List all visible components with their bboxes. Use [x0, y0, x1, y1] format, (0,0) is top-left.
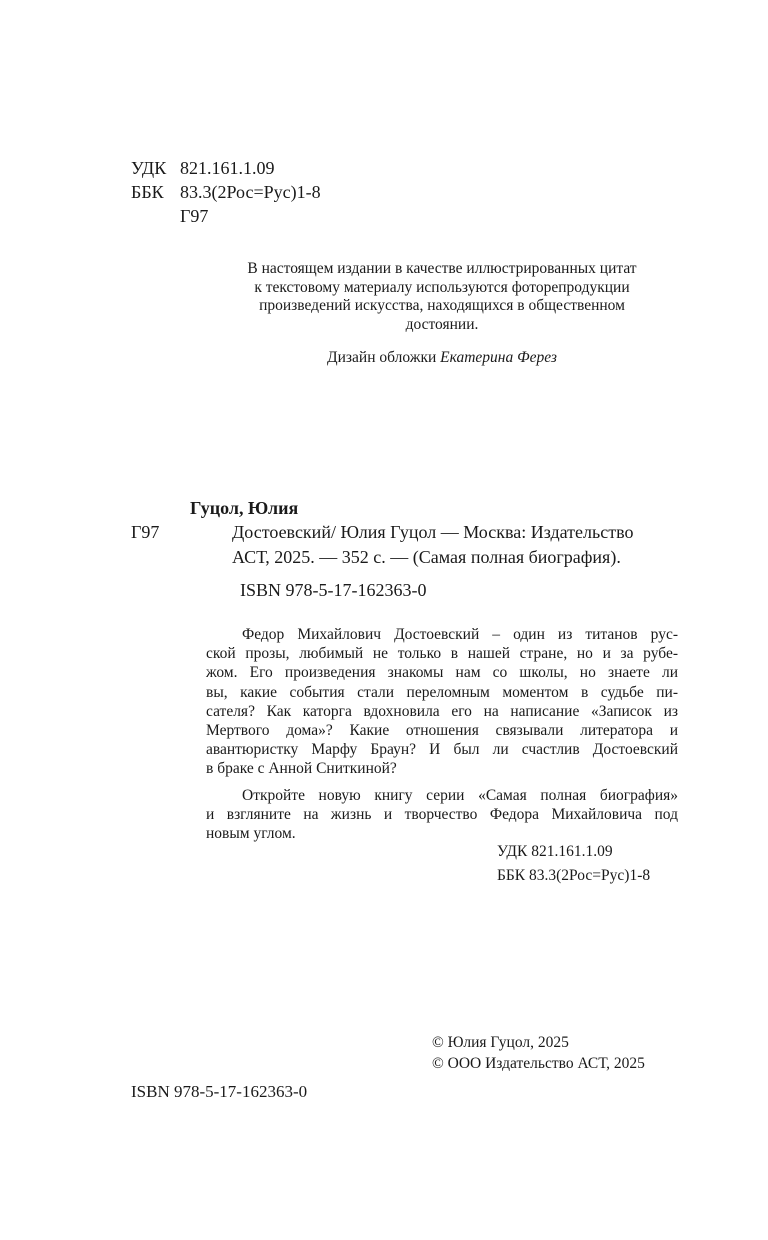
- record-line: АСТ, 2025. — 352 с. — (Самая полная биография).: [232, 547, 621, 567]
- bbk-repeat: ББК 83.3(2Рос=Рус)1-8: [497, 867, 651, 884]
- annotation-line: ской прозы, любимый не только в нашей стране, но и за рубе-: [206, 645, 678, 663]
- annotation-line: авантюристку Марфу Браун? И был ли счастлив Достоевский: [206, 741, 678, 759]
- record-isbn: ISBN 978-5-17-162363-0: [240, 580, 427, 600]
- cover-designer-name: Екатерина Ферез: [440, 349, 557, 366]
- note-line: произведений искусства, находящихся в общественном: [259, 297, 625, 314]
- footer-isbn: ISBN 978-5-17-162363-0: [131, 1082, 308, 1101]
- bbk-value: 83.3(2Рос=Рус)1-8: [180, 182, 321, 202]
- record-author: Гуцол, Юлия: [190, 498, 299, 518]
- copyright-block: [432, 1032, 645, 1074]
- illustration-note: [200, 260, 684, 334]
- note-line: В настоящем издании в качестве иллюстрированных цитат: [247, 260, 637, 277]
- bbk-label: ББК: [131, 182, 164, 202]
- record-line: Достоевский/ Юлия Гуцол — Москва: Издательство: [232, 522, 634, 542]
- udk-value: 821.161.1.09: [180, 158, 275, 178]
- annotation: [206, 625, 678, 843]
- annotation-line: Федор Михайлович Достоевский – один из титанов рус-: [242, 626, 678, 643]
- udk-repeat: УДК 821.161.1.09: [497, 843, 613, 860]
- annotation-line: новым углом.: [206, 824, 296, 842]
- annotation-line: вы, какие события стали переломным моментом в судьбе пи-: [206, 683, 678, 701]
- cover-design-credit: [200, 348, 684, 367]
- note-line: достоянии.: [405, 315, 479, 333]
- cover-design-prefix: Дизайн обложки: [327, 349, 441, 366]
- annotation-line: жом. Его произведения знакомы нам со школы, но знаете ли: [206, 664, 678, 682]
- author-sign: Г97: [180, 206, 209, 226]
- record-code: Г97: [131, 522, 160, 542]
- annotation-line: сателя? Как каторга вдохновила его на написание «Записок из: [206, 702, 678, 720]
- note-line: к текстовому материалу используются фоторепродукции: [254, 278, 630, 296]
- copyright-publisher: © ООО Издательство АСТ, 2025: [432, 1055, 645, 1072]
- udk-label: УДК: [131, 158, 167, 178]
- annotation-line: и взгляните на жизнь и творчество Федора Михайловича под: [206, 805, 678, 823]
- annotation-line: Откройте новую книгу серии «Самая полная биография»: [242, 786, 678, 804]
- annotation-line: в браке с Анной Сниткиной?: [206, 760, 397, 778]
- record-description: [232, 520, 633, 570]
- copyright-author: © Юлия Гуцол, 2025: [432, 1034, 569, 1051]
- classification-repeat: [497, 840, 650, 888]
- annotation-line: Мертвого дома»? Какие отношения связывали литератора и: [206, 721, 678, 739]
